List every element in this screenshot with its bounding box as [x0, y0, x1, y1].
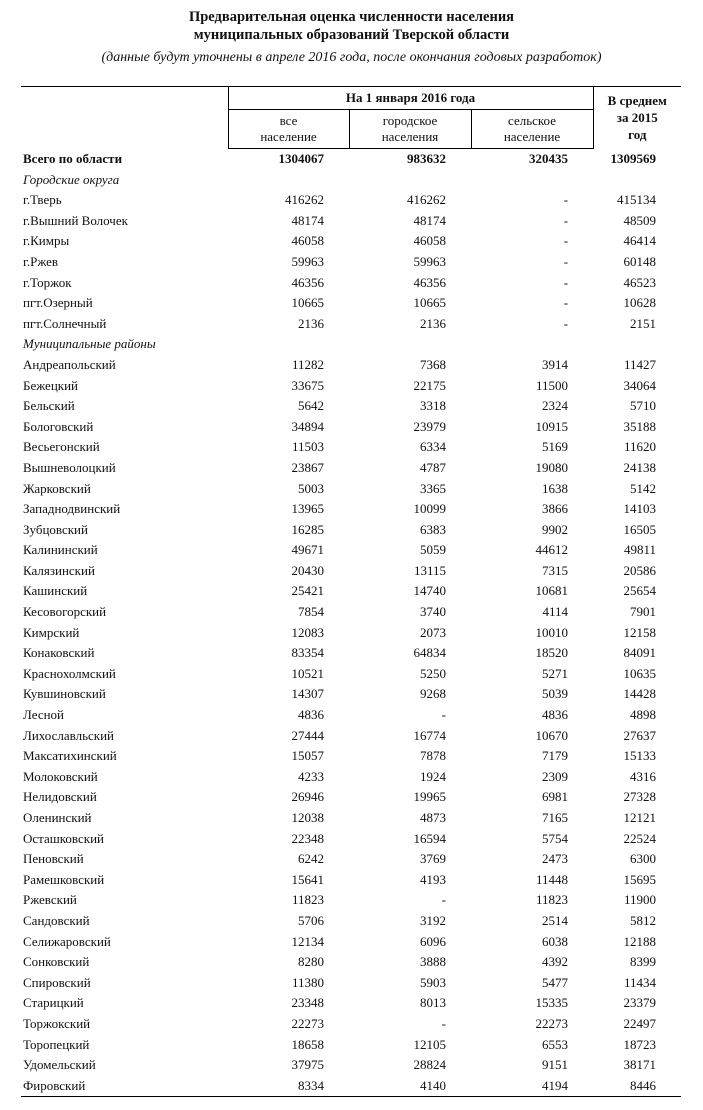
row-all-population: 4836 [298, 707, 324, 723]
table-body [21, 149, 681, 1097]
header-urban-population [349, 110, 471, 149]
row-name: Зубцовский [23, 521, 88, 537]
table-row [21, 581, 681, 602]
row-avg-2015: 4898 [630, 707, 657, 723]
row-rural-population: 4392 [542, 954, 569, 970]
row-avg-2015: 15133 [623, 748, 657, 764]
row-avg-2015: 49811 [624, 542, 657, 558]
table-row [21, 252, 681, 273]
row-rural-population: - [563, 253, 569, 269]
row-rural-population: - [563, 212, 569, 228]
row-urban-population: 22175 [413, 377, 446, 393]
row-name: Кашинский [23, 583, 88, 599]
row-name: Фировский [21, 1076, 228, 1097]
row-name: Лесной [23, 707, 65, 723]
row-urban-population: 3192 [420, 912, 446, 928]
row-avg-2015: 12121 [623, 810, 657, 825]
row-all-population: 6242 [298, 851, 324, 867]
header-all-population [228, 110, 349, 149]
row-urban-population: 3888 [420, 954, 446, 970]
table-row [21, 355, 681, 376]
row-avg-2015: 12188 [623, 933, 657, 949]
table-row [21, 849, 681, 870]
table-row [21, 520, 681, 541]
header-avg-line-1: В среднем [607, 93, 667, 109]
row-rural-population: 6038 [542, 933, 569, 949]
row-name: Торжокский [23, 1015, 91, 1031]
row-urban-population: 5250 [420, 665, 446, 681]
table-row [21, 870, 681, 891]
row-avg-2015: 8446 [593, 1076, 681, 1097]
row-rural-population: 5754 [542, 830, 569, 846]
header-rural-line-2: население [503, 129, 561, 144]
row-avg-2015: 14428 [623, 686, 657, 702]
row-urban-population: 13115 [413, 562, 446, 578]
row-urban-population: - [441, 892, 446, 908]
row-rural-population: 44612 [535, 542, 569, 558]
row-avg-2015: 5142 [630, 480, 657, 496]
row-urban-population: 2073 [420, 624, 446, 640]
row-all-population: 59963 [291, 253, 324, 269]
total-rural: 320435 [529, 151, 569, 166]
row-name: Калязинский [23, 562, 95, 578]
table-row [21, 890, 681, 911]
row-name: Кувшиновский [23, 686, 106, 702]
table-row [21, 211, 681, 232]
table-row [21, 376, 681, 397]
row-avg-2015: 7901 [630, 604, 657, 620]
row-avg-2015: 4316 [630, 768, 657, 784]
row-all-population: 2136 [298, 315, 324, 331]
row-all-population: 22273 [291, 1015, 324, 1031]
row-rural-population: 5039 [542, 686, 569, 702]
row-rural-population: 4194 [471, 1076, 593, 1097]
table-row [21, 829, 681, 850]
row-avg-2015: 27637 [623, 727, 657, 743]
row-rural-population: - [563, 192, 569, 208]
row-rural-population: 5271 [542, 665, 569, 681]
row-all-population: 14307 [291, 686, 324, 702]
row-name: г.Кимры [23, 233, 70, 249]
header-jan1: На 1 января 2016 года [228, 87, 593, 110]
population-table [21, 86, 681, 1097]
row-rural-population: 2473 [542, 851, 569, 867]
row-all-population: 49671 [291, 542, 324, 558]
row-avg-2015: 15695 [623, 871, 657, 887]
row-name: Калининский [23, 542, 98, 558]
row-rural-population: 7315 [542, 562, 569, 578]
row-name: Конаковский [23, 645, 95, 661]
row-urban-population: 1924 [420, 768, 446, 784]
row-name: Торопецкий [23, 1036, 90, 1052]
row-avg-2015: 22524 [623, 830, 657, 846]
row-urban-population: 4873 [420, 810, 446, 825]
row-rural-population: 7165 [542, 810, 569, 825]
table-row [21, 396, 681, 417]
row-rural-population: 11448 [536, 871, 569, 887]
row-urban-population: 10099 [413, 501, 446, 517]
row-all-population: 27444 [291, 727, 324, 743]
row-avg-2015: 11900 [624, 892, 657, 908]
header-all-line-1: все [279, 113, 298, 128]
header-urban-line-2: населения [381, 129, 439, 144]
row-all-population: 10665 [291, 295, 324, 311]
row-urban-population: 3769 [420, 851, 446, 867]
row-name: Кесовогорский [23, 604, 107, 620]
table-row [21, 437, 681, 458]
row-name: Западнодвинский [23, 501, 121, 517]
total-name: Всего по области [23, 150, 123, 166]
row-urban-population: 416262 [407, 192, 446, 208]
row-name: Бельский [23, 398, 75, 414]
row-all-population: 15057 [291, 748, 324, 764]
table-row [21, 623, 681, 644]
row-rural-population: 6981 [542, 789, 569, 805]
row-avg-2015: 8399 [630, 954, 657, 970]
row-name: Вышневолоцкий [23, 459, 116, 475]
row-all-population: 25421 [291, 583, 324, 599]
row-all-population: 46356 [291, 274, 324, 290]
table-row [21, 458, 681, 479]
row-name: пгт.Озерный [23, 295, 93, 311]
row-avg-2015: 415134 [617, 192, 657, 208]
table-row [21, 1055, 681, 1076]
row-all-population: 23867 [291, 459, 324, 475]
header-avg-line-3: год [628, 127, 647, 143]
row-all-population: 11823 [291, 892, 324, 908]
total-row [21, 149, 681, 170]
row-all-population: 26946 [291, 789, 324, 805]
table-row [21, 1035, 681, 1056]
header-rural-population [471, 110, 593, 149]
row-urban-population: 6096 [420, 933, 446, 949]
row-name: Рамешковский [23, 871, 105, 887]
row-rural-population: 2514 [542, 912, 569, 928]
row-rural-population: 11500 [536, 377, 569, 393]
row-rural-population: 9151 [542, 1057, 569, 1073]
row-urban-population: 16594 [413, 830, 446, 846]
row-urban-population: 14740 [413, 583, 446, 599]
row-rural-population: 4114 [542, 604, 569, 620]
row-urban-population: 3318 [420, 398, 446, 414]
row-avg-2015: 46523 [623, 274, 657, 290]
table-row [21, 643, 681, 664]
row-all-population: 12038 [291, 810, 324, 825]
row-avg-2015: 6300 [630, 851, 657, 867]
row-avg-2015: 27328 [623, 789, 657, 805]
row-name: Оленинский [23, 810, 92, 825]
row-name: Селижаровский [23, 933, 111, 949]
row-rural-population: 5477 [542, 974, 569, 990]
row-name: Молоковский [23, 768, 98, 784]
row-all-population: 23348 [291, 995, 324, 1011]
row-all-population: 18658 [291, 1036, 324, 1052]
row-avg-2015: 38171 [623, 1057, 657, 1073]
header-avg-2015 [593, 87, 681, 149]
table-row [21, 479, 681, 500]
table-row [21, 1014, 681, 1035]
row-avg-2015: 20586 [623, 562, 657, 578]
row-avg-2015: 24138 [623, 459, 657, 475]
row-rural-population: 5169 [542, 439, 569, 455]
row-urban-population: - [441, 1015, 446, 1031]
title-line-1: Предварительная оценка численности населения [188, 9, 515, 25]
row-name: Жарковский [23, 480, 91, 496]
row-avg-2015: 11427 [624, 356, 657, 372]
row-rural-population: - [563, 295, 569, 311]
row-all-population: 37975 [291, 1057, 324, 1073]
row-avg-2015: 46414 [623, 233, 657, 249]
table-row [21, 973, 681, 994]
row-name: Краснохолмский [23, 665, 116, 681]
row-all-population: 7854 [298, 604, 324, 620]
table-row [21, 684, 681, 705]
row-rural-population: 10681 [535, 583, 569, 599]
row-name: Осташковский [23, 830, 104, 846]
table-row [21, 705, 681, 726]
table-row [21, 602, 681, 623]
row-name: Спировский [23, 974, 91, 990]
row-avg-2015: 18723 [623, 1036, 657, 1052]
document-title [0, 8, 703, 44]
row-name: Сонковский [23, 954, 90, 970]
row-rural-population: 10010 [535, 624, 569, 640]
row-urban-population: 4193 [420, 871, 446, 887]
document-subtitle: (данные будут уточнены в апреле 2016 года, после окончания годовых разработок) [101, 50, 602, 65]
row-rural-population: 3866 [542, 501, 569, 517]
row-all-population: 33675 [291, 377, 324, 393]
row-all-population: 13965 [291, 501, 324, 517]
table-row [21, 746, 681, 767]
table-row [21, 993, 681, 1014]
row-name: Весьегонский [23, 439, 100, 455]
table-row [21, 808, 681, 829]
table-row [21, 190, 681, 211]
row-rural-population: 15335 [535, 995, 569, 1011]
header-name-cell [21, 87, 228, 149]
row-avg-2015: 12158 [623, 624, 657, 640]
table-row [21, 293, 681, 314]
row-urban-population: 59963 [413, 253, 446, 269]
table-row [21, 726, 681, 747]
table-row [21, 314, 681, 335]
row-name: г.Торжок [23, 274, 72, 290]
row-rural-population: 1638 [542, 480, 569, 496]
row-name: Лихославльский [23, 727, 115, 743]
row-avg-2015: 84091 [623, 645, 657, 661]
row-all-population: 12134 [291, 933, 324, 949]
row-name: Бежецкий [23, 377, 79, 393]
row-name: пгт.Солнечный [23, 315, 107, 331]
row-all-population: 11380 [291, 974, 324, 990]
row-urban-population: - [441, 707, 446, 723]
row-urban-population: 3365 [420, 480, 446, 496]
row-avg-2015: 60148 [623, 253, 657, 269]
row-all-population: 5003 [298, 480, 324, 496]
header-row-top [21, 87, 681, 110]
row-avg-2015: 11434 [624, 974, 657, 990]
row-name: Нелидовский [23, 789, 97, 805]
header-avg-line-2: за 2015 [616, 110, 658, 126]
row-rural-population: 4836 [542, 707, 569, 723]
table-row [21, 932, 681, 953]
section-row-urban-districts [21, 170, 681, 191]
row-name: Андреапольский [23, 356, 116, 372]
row-rural-population: 6553 [542, 1036, 569, 1052]
table-row [21, 417, 681, 438]
row-name: г.Тверь [23, 192, 62, 208]
row-all-population: 10521 [291, 665, 324, 681]
row-rural-population: 7179 [542, 748, 569, 764]
table-row [21, 499, 681, 520]
row-all-population: 4233 [298, 768, 324, 784]
row-avg-2015: 35188 [623, 418, 657, 434]
table-row [21, 231, 681, 252]
row-avg-2015: 48509 [623, 212, 657, 228]
row-urban-population: 48174 [413, 212, 446, 228]
row-urban-population: 7368 [420, 356, 446, 372]
table-row [21, 911, 681, 932]
row-all-population: 5706 [298, 912, 324, 928]
section-row-municipal-districts [21, 334, 681, 355]
row-urban-population: 8013 [420, 995, 446, 1011]
row-urban-population: 19965 [413, 789, 446, 805]
row-name: г.Вышний Волочек [23, 212, 128, 228]
total-all: 1304067 [278, 151, 324, 166]
row-all-population: 11282 [291, 356, 324, 372]
row-all-population: 34894 [291, 418, 324, 434]
table-row [21, 561, 681, 582]
table-row [21, 767, 681, 788]
row-rural-population: - [563, 233, 569, 249]
section-label-urban: Городские округа [23, 171, 120, 187]
row-rural-population: - [563, 274, 569, 290]
row-urban-population: 46356 [413, 274, 446, 290]
row-rural-population: - [563, 315, 569, 331]
row-avg-2015: 11620 [624, 439, 657, 455]
table-row [21, 664, 681, 685]
row-rural-population: 18520 [535, 645, 569, 661]
row-avg-2015: 22497 [623, 1015, 657, 1031]
row-all-population: 16285 [291, 521, 324, 537]
row-rural-population: 2324 [542, 398, 569, 414]
row-urban-population: 46058 [413, 233, 446, 249]
row-urban-population: 10665 [413, 295, 446, 311]
table-row [21, 540, 681, 561]
row-avg-2015: 10635 [623, 665, 657, 681]
row-urban-population: 28824 [413, 1057, 446, 1073]
row-name: Старицкий [23, 995, 84, 1011]
row-urban-population: 12105 [413, 1036, 446, 1052]
row-avg-2015: 25654 [623, 583, 657, 599]
table-row [21, 787, 681, 808]
row-all-population: 5642 [298, 398, 324, 414]
row-urban-population: 9268 [420, 686, 446, 702]
title-line-2: муниципальных образований Тверской области [193, 27, 510, 43]
header-rural-line-1: сельское [508, 113, 556, 128]
row-avg-2015: 5812 [630, 912, 657, 928]
row-avg-2015: 2151 [630, 315, 657, 331]
table-row [21, 952, 681, 973]
row-urban-population: 4140 [349, 1076, 471, 1097]
row-avg-2015: 23379 [623, 995, 657, 1011]
row-urban-population: 3740 [420, 604, 446, 620]
section-label-districts: Муниципальные районы [23, 336, 156, 352]
row-urban-population: 16774 [413, 727, 446, 743]
row-all-population: 12083 [291, 624, 324, 640]
row-urban-population: 5903 [420, 974, 446, 990]
row-all-population: 48174 [291, 212, 324, 228]
row-all-population: 83354 [291, 645, 324, 661]
row-urban-population: 64834 [413, 645, 446, 661]
row-all-population: 20430 [291, 562, 324, 578]
header-urban-line-1: городское [382, 113, 438, 128]
total-urban: 983632 [407, 151, 446, 166]
row-rural-population: 22273 [535, 1015, 569, 1031]
row-rural-population: 3914 [542, 356, 569, 372]
row-all-population: 416262 [285, 192, 324, 208]
row-urban-population: 6334 [420, 439, 446, 455]
row-name: Кимрский [23, 624, 80, 640]
row-all-population: 11503 [291, 439, 324, 455]
row-rural-population: 19080 [535, 459, 569, 475]
row-urban-population: 5059 [420, 542, 446, 558]
row-all-population: 8280 [298, 954, 324, 970]
row-urban-population: 7878 [420, 748, 446, 764]
row-rural-population: 10915 [535, 418, 569, 434]
row-urban-population: 4787 [420, 459, 446, 475]
row-all-population: 22348 [291, 830, 324, 846]
row-avg-2015: 5710 [630, 398, 657, 414]
row-name: Удомельский [23, 1057, 96, 1073]
table-row [21, 273, 681, 294]
row-avg-2015: 34064 [623, 377, 657, 393]
row-name: Ржевский [23, 892, 77, 908]
row-name: Максатихинский [23, 748, 117, 764]
row-rural-population: 2309 [542, 768, 569, 784]
table-row [21, 1076, 681, 1097]
row-all-population: 15641 [291, 871, 324, 887]
row-urban-population: 2136 [420, 315, 446, 331]
row-rural-population: 9902 [542, 521, 569, 537]
row-all-population: 46058 [291, 233, 324, 249]
header-all-line-2: население [260, 129, 317, 144]
row-rural-population: 10670 [535, 727, 569, 743]
row-urban-population: 23979 [413, 418, 446, 434]
row-rural-population: 11823 [536, 892, 569, 908]
row-avg-2015: 14103 [623, 501, 657, 517]
row-avg-2015: 10628 [623, 295, 657, 311]
row-avg-2015: 16505 [623, 521, 657, 537]
row-name: Пеновский [23, 851, 84, 867]
row-name: г.Ржев [23, 253, 59, 269]
row-urban-population: 6383 [420, 521, 446, 537]
row-all-population: 8334 [228, 1076, 349, 1097]
total-avg: 1309569 [610, 150, 657, 166]
row-name: Сандовский [23, 912, 90, 928]
row-name: Бологовский [23, 418, 94, 434]
